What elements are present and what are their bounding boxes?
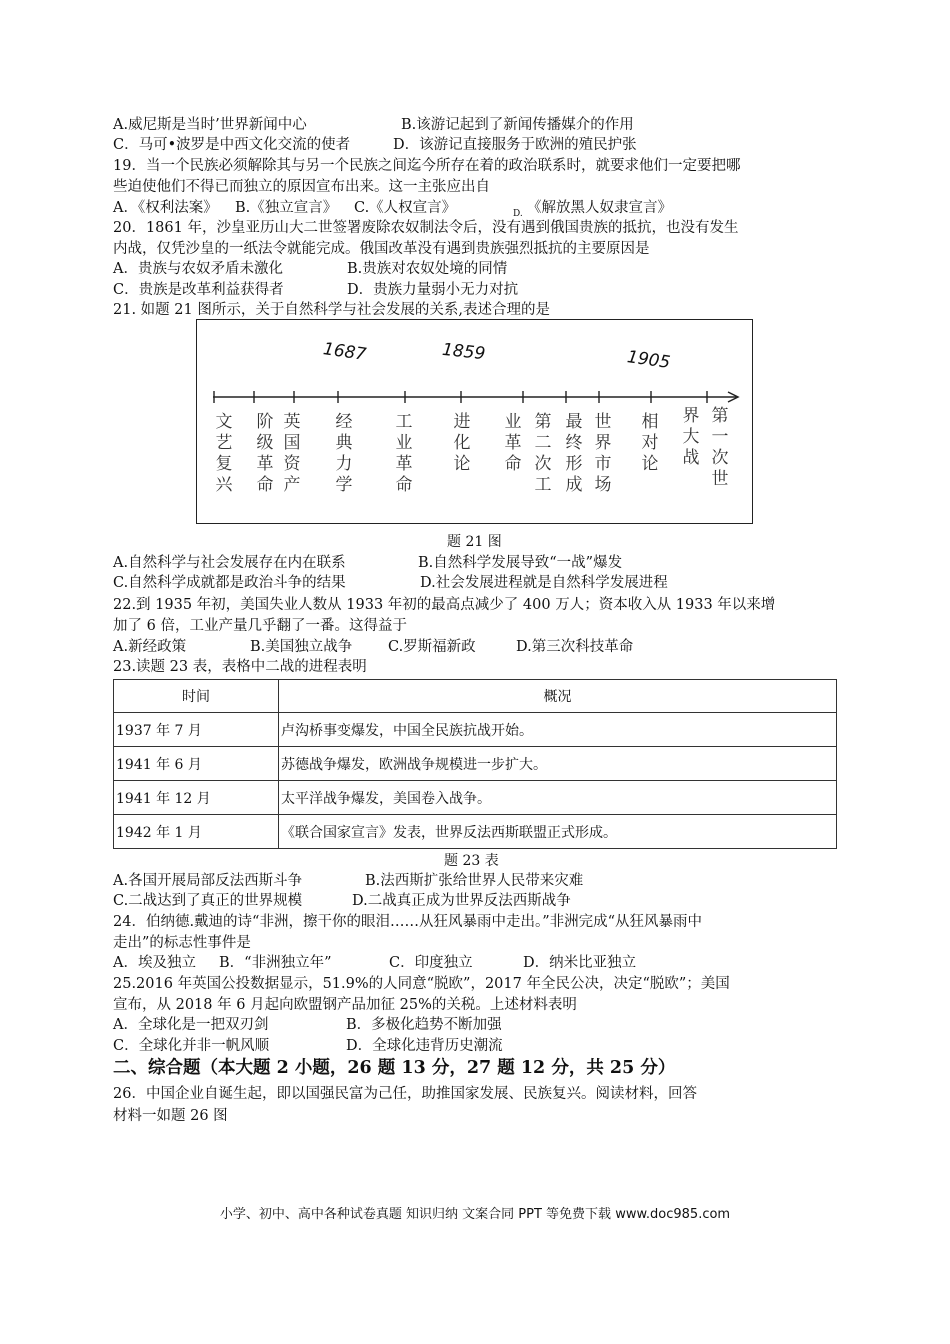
table-row (114, 781, 837, 815)
q18-option-b: B.该游记起到了新闻传播媒介的作用 (401, 117, 634, 133)
q23-option-a: A.各国开展局部反法西斯斗争 (113, 873, 303, 889)
q21-option-c: C.自然科学成就都是政治斗争的结果 (113, 575, 346, 591)
timeline-item-relativity: 相对论 (641, 412, 659, 474)
q23-options-row1 (113, 871, 584, 891)
q23-stem: 23.读题 23 表，表格中二战的进程表明 (113, 659, 367, 675)
q21-option-d: D.社会发展进程就是自然科学发展进程 (420, 575, 668, 591)
q20-option-a: A．贵族与农奴矛盾未激化 (113, 261, 283, 277)
timeline-item-evolution: 进化论 (453, 412, 471, 474)
timeline-item-english-bourgeois: 英国资产 (283, 412, 301, 495)
timeline-year-1905: 1905 (625, 347, 672, 373)
q22-stem-line2: 加了 6 倍，工业产量几乎翻了一番。这得益于 (113, 618, 407, 634)
table-23-caption: 题 23 表 (444, 853, 499, 869)
q25-stem-line2: 宣布，从 2018 年 6 月起向欧盟钢产品加征 25%的关税。上述材料表明 (113, 997, 577, 1013)
q24-stem-line1: 24．伯纳德.戴迪的诗“非洲，擦干你的眼泪……从狂风暴雨中走出。”非洲完成“从狂风暴雨中 (113, 914, 703, 930)
timeline-item-world-market: 世界市场 (594, 412, 612, 495)
q22-option-d: D.第三次科技革命 (516, 639, 634, 655)
timeline-figure-21 (196, 319, 753, 524)
section-2-heading: 二、综合题（本大题 2 小题，26 题 13 分，27 题 12 分，共 25 分） (113, 1058, 676, 1078)
q20-options-row1 (113, 259, 508, 279)
q20-option-b: B.贵族对农奴处境的同情 (347, 261, 508, 277)
table-cell-time: 1941 年 6 月 (114, 747, 279, 781)
q18-option-d: D．该游记直接服务于欧洲的殖民护张 (393, 137, 637, 153)
q24-option-d: D．纳米比亚独立 (523, 955, 637, 971)
q18-options-row2 (113, 135, 637, 155)
q20-option-c: C．贵族是改革利益获得者 (113, 282, 284, 298)
timeline-year-1859: 1859 (441, 339, 487, 365)
table-cell-time: 1937 年 7 月 (114, 713, 279, 747)
q18-options-row1 (113, 115, 634, 135)
q21-option-b: B.自然科学发展导致“一战”爆发 (418, 555, 623, 571)
table-row (114, 815, 837, 849)
q22-option-c: C.罗斯福新政 (388, 639, 476, 655)
figure-21-caption: 题 21 图 (447, 534, 502, 550)
q25-stem-line1: 25.2016 年英国公投数据显示，51.9%的人同意“脱欧”，2017 年全民公决，决定“脱欧”；美国 (113, 976, 730, 992)
q25-option-a: A．全球化是一把双刃剑 (113, 1017, 269, 1033)
q22-stem-line1: 22.到 1935 年初，美国失业人数从 1933 年初的最高点减少了 400 万人；资本收入从 1933 年以来增 (113, 597, 776, 613)
timeline-item-first-world-war: 第一次世 (711, 406, 729, 489)
table-cell-time: 1942 年 1 月 (114, 815, 279, 849)
q24-options (113, 953, 637, 973)
table-cell-time: 1941 年 12 月 (114, 781, 279, 815)
q24-option-b: B．“非洲独立年” (219, 955, 332, 971)
q26-stem-line1: 26．中国企业自诞生起，即以国强民富为己任，助推国家发展、民族复兴。阅读材料，回答 (113, 1086, 697, 1102)
q22-option-b: B.美国独立战争 (250, 639, 353, 655)
q23-option-d: D.二战真正成为世界反法西斯战争 (352, 893, 571, 909)
q24-option-a: A．埃及独立 (113, 955, 196, 971)
q23-option-b: B.法西斯扩张给世界人民带来灾难 (365, 873, 584, 889)
timeline-item-second-industrial: 第二次工 (534, 412, 552, 495)
table-cell-overview: 苏德战争爆发，欧洲战争规模进一步扩大。 (279, 747, 837, 781)
q20-stem-line1: 20．1861 年，沙皇亚历山大二世签署废除农奴制法令后，没有遇到俄国贵族的抵抗，也没有发生 (113, 220, 739, 236)
table-header-overview: 概况 (279, 680, 837, 713)
timeline-item-class-revolution: 阶级革命 (256, 412, 274, 495)
q21-stem: 21. 如题 21 图所示，关于自然科学与社会发展的关系,表述合理的是 (113, 302, 550, 318)
q19-option-c: C.《人权宣言》 (354, 200, 457, 216)
table-23 (113, 679, 837, 849)
q25-option-b: B．多极化趋势不断加强 (346, 1017, 502, 1033)
timeline-item-renaissance: 文艺复兴 (215, 412, 233, 495)
q23-option-c: C.二战达到了真正的世界规模 (113, 893, 303, 909)
q19-stem-line2: 些迫使他们不得已而独立的原因宣布出来。这一主张应出自 (113, 179, 490, 195)
q18-option-c: C．马可•波罗是中西文化交流的使者 (113, 137, 351, 153)
q20-options-row2 (113, 280, 519, 300)
q24-option-c: C．印度独立 (389, 955, 473, 971)
q21-option-a: A.自然科学与社会发展存在内在联系 (113, 555, 346, 571)
q19-option-a: A．《权利法案》 (113, 200, 218, 216)
table-header-row (114, 680, 837, 713)
timeline-item-industry-revolution-tail: 业革命 (504, 412, 522, 474)
q25-options-row1 (113, 1015, 502, 1035)
q20-option-d: D．贵族力量弱小无力对抗 (347, 282, 519, 298)
q25-option-c: C．全球化并非一帆风顺 (113, 1038, 270, 1054)
timeline-year-1687: 1687 (321, 339, 368, 365)
q20-stem-line2: 内战，仅凭沙皇的一纸法令就能完成。俄国改革没有遇到贵族强烈抵抗的主要原因是 (113, 241, 650, 257)
q21-options-row2 (113, 573, 668, 593)
q22-options (113, 637, 634, 657)
q26-stem-line2: 材料一如题 26 图 (113, 1108, 228, 1124)
table-cell-overview: 卢沟桥事变爆发，中国全民族抗战开始。 (279, 713, 837, 747)
q19-options (113, 198, 672, 219)
q19-option-b: B.《独立宣言》 (235, 200, 338, 216)
q23-options-row2 (113, 891, 571, 911)
table-cell-overview: 太平洋战争爆发，美国卷入战争。 (279, 781, 837, 815)
table-header-time: 时间 (114, 680, 279, 713)
q22-option-a: A.新经政策 (113, 639, 187, 655)
timeline-item-classical-mechanics: 经典力学 (335, 412, 353, 495)
table-row (114, 713, 837, 747)
timeline-item-world-war-tail: 界大战 (682, 406, 700, 468)
q19-option-d-prefix: D. (513, 209, 523, 219)
q21-options-row1 (113, 553, 623, 573)
table-cell-overview: 《联合国家宣言》发表，世界反法西斯联盟正式形成。 (279, 815, 837, 849)
page-footer: 小学、初中、高中各种试卷真题 知识归纳 文案合同 PPT 等免费下载 www.doc985.com (219, 1207, 731, 1222)
q24-stem-line2: 走出”的标志性事件是 (113, 935, 251, 951)
timeline-item-industrial-revolution: 工业革命 (395, 412, 413, 495)
timeline-item-finally-formed: 最终形成 (565, 412, 583, 495)
q19-option-d: 《解放黑人奴隶宣言》 (527, 200, 672, 216)
q19-stem-line1: 19．当一个民族必须解除其与另一个民族之间迄今所存在着的政治联系时，就要求他们一定要把哪 (113, 158, 741, 174)
q25-option-d: D．全球化违背历史潮流 (346, 1038, 503, 1054)
table-row (114, 747, 837, 781)
q18-option-a: A.威尼斯是当时’世界新闻中心 (113, 117, 307, 133)
q25-options-row2 (113, 1036, 503, 1056)
